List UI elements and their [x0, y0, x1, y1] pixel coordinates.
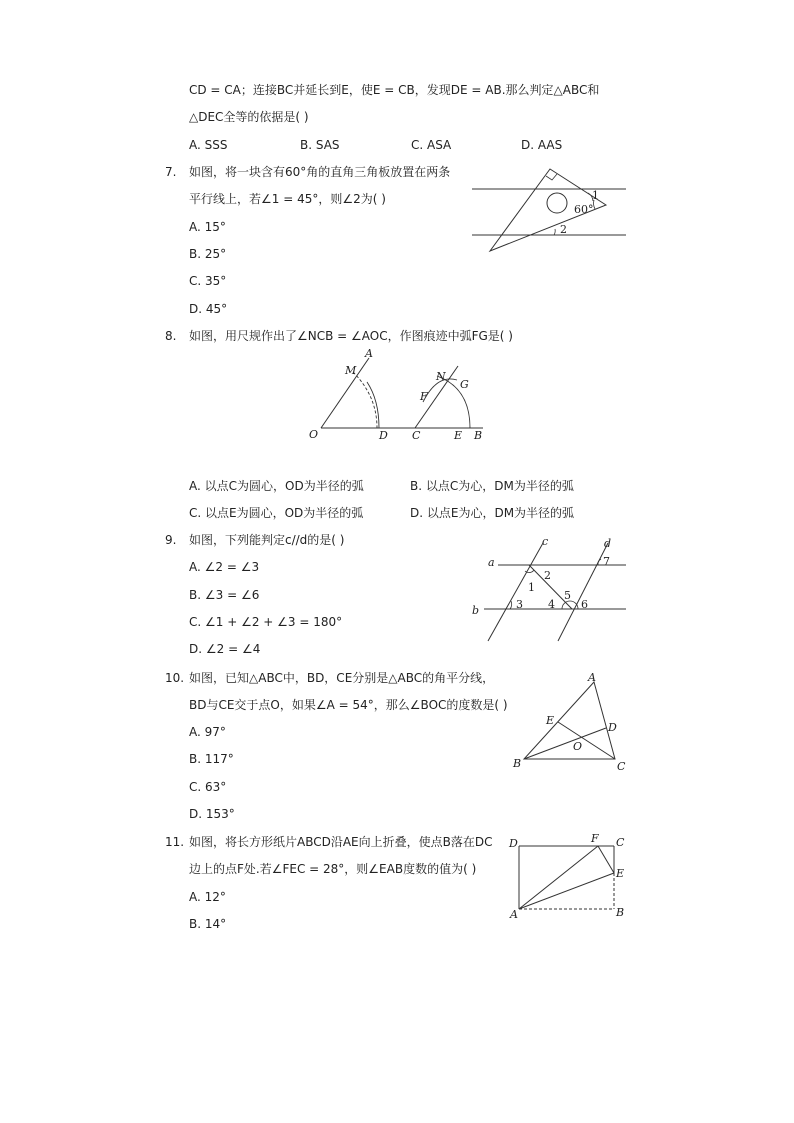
q8-option-a[interactable]: A. 以点C为圆心，OD为半径的弧	[189, 479, 364, 493]
q7-number: 7.	[165, 165, 177, 179]
q9-option-a[interactable]: A. ∠2 = ∠3	[189, 560, 260, 574]
q9-label-b: b	[472, 604, 480, 617]
q10-label-a: A	[588, 671, 596, 684]
q8-label-g: G	[460, 378, 469, 391]
q9-number: 9.	[165, 533, 177, 547]
q11-label-e: E	[616, 867, 625, 880]
q7-ruler-hole	[547, 193, 567, 213]
q7-angle2-arc	[554, 229, 555, 235]
q8-arc-md-solid	[367, 382, 379, 428]
q8-number: 8.	[165, 329, 177, 343]
q6-text-line2: △DEC全等的依据是( )	[189, 110, 309, 124]
q11-segment-af	[519, 846, 598, 909]
q11-segment-fe	[598, 846, 614, 873]
q8-label-n: N	[436, 370, 446, 383]
q11-label-a: A	[510, 908, 518, 921]
q8-label-m: M	[345, 364, 357, 377]
q9-arc-5	[562, 601, 578, 609]
q7-label-1: 1	[592, 189, 599, 202]
q6-option-c[interactable]: C. ASA	[411, 138, 452, 152]
q11-label-d: D	[509, 837, 518, 850]
q10-figure	[508, 670, 633, 778]
q7-option-a[interactable]: A. 15°	[189, 220, 226, 234]
q9-label-1: 1	[528, 581, 535, 594]
q8-option-b[interactable]: B. 以点C为心，DM为半径的弧	[410, 479, 574, 493]
q6-option-a[interactable]: A. SSS	[189, 138, 228, 152]
q9-label-6: 6	[581, 598, 588, 611]
q9-option-b[interactable]: B. ∠3 = ∠6	[189, 588, 260, 602]
q9-label-5: 5	[564, 589, 571, 602]
q10-bisector-bd	[524, 728, 606, 759]
q11-label-c: C	[616, 836, 625, 849]
q9-option-c[interactable]: C. ∠1 + ∠2 + ∠3 = 180°	[189, 615, 343, 629]
q7-text-line1: 如图，将一块含有60°角的直角三角板放置在两条	[189, 165, 451, 179]
q9-label-7: 7	[603, 555, 610, 568]
q11-text-line2: 边上的点F处.若∠FEC = 28°，则∠EAB度数的值为( )	[189, 862, 477, 876]
q6-option-d[interactable]: D. AAS	[521, 138, 563, 152]
q10-option-c[interactable]: C. 63°	[189, 780, 227, 794]
q7-figure	[470, 165, 630, 257]
q8-option-c[interactable]: C. 以点E为圆心，OD为半径的弧	[189, 506, 364, 520]
q10-option-d[interactable]: D. 153°	[189, 807, 235, 821]
q9-label-d: d	[604, 537, 612, 550]
q8-option-d[interactable]: D. 以点E为心，DM为半径的弧	[410, 506, 575, 520]
q8-label-c: C	[412, 429, 421, 442]
q8-label-e: E	[454, 429, 463, 442]
q6-option-b[interactable]: B. SAS	[300, 138, 340, 152]
q8-label-o: O	[309, 428, 319, 441]
q10-text-line2: BD与CE交于点O，如果∠A = 54°，那么∠BOC的度数是( )	[189, 698, 508, 712]
q8-label-f: F	[420, 390, 428, 403]
q11-fold-ae	[519, 873, 614, 909]
q8-label-a: A	[365, 347, 373, 360]
q9-label-3: 3	[516, 598, 523, 611]
q10-triangle-abc	[524, 682, 615, 759]
q10-option-a[interactable]: A. 97°	[189, 725, 226, 739]
q9-arc-7	[598, 559, 601, 565]
q10-label-o: O	[573, 740, 583, 753]
q8-figure	[305, 346, 490, 446]
q7-text-line2: 平行线上，若∠1 = 45°，则∠2为( )	[189, 192, 386, 206]
q11-label-b: B	[616, 906, 625, 919]
q11-figure	[506, 830, 631, 922]
q10-label-d: D	[608, 721, 617, 734]
q9-arc-1	[525, 570, 534, 573]
q7-option-d[interactable]: D. 45°	[189, 302, 228, 316]
q10-label-e: E	[546, 714, 555, 727]
q10-number: 10.	[165, 671, 185, 685]
q8-arc-md	[353, 372, 377, 428]
q10-option-b[interactable]: B. 117°	[189, 752, 234, 766]
q7-label-60: 60°	[574, 203, 594, 216]
q7-label-2: 2	[560, 223, 567, 236]
q11-text-line1: 如图，将长方形纸片ABCD沿AE向上折叠，使点B落在DC	[189, 835, 493, 849]
q8-label-b: B	[474, 429, 483, 442]
q8-label-d: D	[379, 429, 388, 442]
q11-number: 11.	[165, 835, 185, 849]
q11-label-f: F	[591, 832, 599, 845]
q9-label-2: 2	[544, 569, 551, 582]
q9-option-d[interactable]: D. ∠2 = ∠4	[189, 642, 261, 656]
q8-text-line1: 如图，用尺规作出了∠NCB = ∠AOC，作图痕迹中弧FG是( )	[189, 329, 513, 343]
q7-option-c[interactable]: C. 35°	[189, 274, 227, 288]
q10-label-c: C	[617, 760, 626, 773]
q9-label-4: 4	[548, 598, 555, 611]
q7-option-b[interactable]: B. 25°	[189, 247, 227, 261]
q9-label-a: a	[488, 556, 495, 569]
q9-text-line1: 如图，下列能判定c//d的是( )	[189, 533, 345, 547]
q11-option-b[interactable]: B. 14°	[189, 917, 227, 931]
q7-right-angle-mark	[546, 174, 557, 180]
q10-label-b: B	[513, 757, 522, 770]
q6-text-line1: CD = CA；连接BC并延长到E，使E = CB，发现DE = AB.那么判定△ABC和	[189, 83, 600, 97]
q9-figure	[470, 535, 630, 643]
q9-label-c: c	[542, 535, 549, 548]
q11-option-a[interactable]: A. 12°	[189, 890, 226, 904]
q10-text-line1: 如图，已知△ABC中，BD，CE分别是△ABC的角平分线，	[189, 671, 495, 685]
